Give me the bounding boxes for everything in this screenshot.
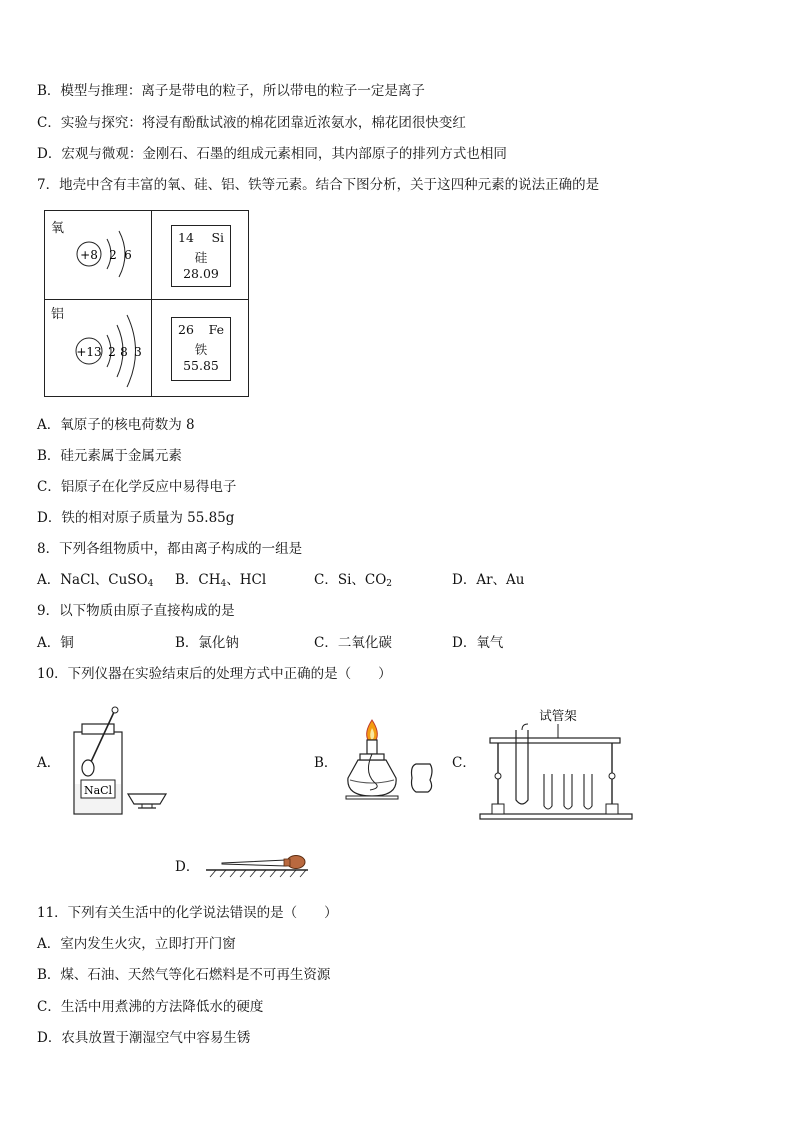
- iron-mass: 55.85: [183, 358, 219, 373]
- iron-number: 26: [178, 322, 194, 337]
- q9-option-c: C．二氧化碳: [314, 635, 392, 651]
- q11-option-c: C．生活中用煮沸的方法降低水的硬度: [37, 999, 264, 1015]
- q9-option-d: D．氧气: [452, 635, 504, 651]
- q8-option-a: A．NaCl、CuSO$_4$: [37, 572, 154, 589]
- aluminum-atom-diagram: [45, 299, 151, 397]
- alcohol-lamp-illustration: [340, 716, 436, 806]
- q11-option-a: A．室内发生火灾，立即打开门窗: [37, 936, 236, 952]
- silicon-number: 14: [178, 230, 194, 245]
- iron-card: [171, 317, 231, 381]
- q9-stem: 9．以下物质由原子直接构成的是: [37, 603, 235, 619]
- q7-option-c: C．铝原子在化学反应中易得电子: [37, 479, 237, 495]
- aluminum-nucleus-charge: +13: [76, 345, 102, 359]
- dropper-on-table-illustration: [204, 850, 312, 878]
- q8-option-b: B．$CH_4$、HCl: [175, 572, 267, 589]
- q9-option-a: A．铜: [37, 635, 74, 651]
- bottle-label: NaCl: [83, 784, 113, 797]
- rack-label: 试管架: [539, 708, 577, 723]
- q7-option-b: B．硅元素属于金属元素: [37, 448, 182, 464]
- aluminum-shell-2-count: 8: [120, 345, 128, 359]
- q6-option-d: D．宏观与微观：金刚石、石墨的组成元素相同，其内部原子的排列方式也相同: [37, 146, 507, 162]
- q9-option-b: B．氯化钠: [175, 635, 239, 651]
- q6-option-c: C．实验与探究：将浸有酚酞试液的棉花团靠近浓氨水，棉花团很快变红: [37, 115, 466, 131]
- q7-stem: 7．地壳中含有丰富的氧、硅、铝、铁等元素。结合下图分析，关于这四种元素的说法正确的是: [37, 177, 600, 193]
- oxygen-shell-2-count: 6: [124, 248, 132, 262]
- q8-option-c: C．Si、$CO_2$: [314, 572, 393, 589]
- q11-stem: 11．下列有关生活中的化学说法错误的是（ ）: [37, 905, 338, 921]
- q7-option-a: A．氧原子的核电荷数为 8: [37, 417, 195, 433]
- iron-symbol: Fe: [208, 322, 224, 337]
- q7-option-d: D．铁的相对原子质量为 55.85g: [37, 510, 235, 526]
- q6-option-b: B．模型与推理：离子是带电的粒子，所以带电的粒子一定是离子: [37, 83, 425, 99]
- oxygen-label: 氧: [51, 221, 65, 236]
- q10-label-c: C．: [452, 755, 476, 771]
- q11-option-b: B．煤、石油、天然气等化石燃料是不可再生资源: [37, 967, 331, 983]
- grid-divider-vertical: [151, 211, 152, 396]
- iron-name: 铁: [194, 342, 208, 357]
- aluminum-shell-3-count: 3: [134, 345, 142, 359]
- silicon-card: [171, 225, 231, 287]
- silicon-mass: 28.09: [183, 266, 219, 281]
- element-figure: [44, 210, 249, 397]
- oxygen-shell-1-count: 2: [109, 248, 117, 262]
- oxygen-atom-diagram: [45, 211, 151, 299]
- test-tube-rack-illustration: [478, 704, 638, 822]
- silicon-symbol: Si: [211, 230, 224, 245]
- silicon-name: 硅: [194, 250, 208, 265]
- aluminum-shell-1-count: 2: [108, 345, 116, 359]
- q10-stem: 10．下列仪器在实验结束后的处理方式中正确的是（ ）: [37, 666, 392, 682]
- q10-label-a: A．: [37, 755, 61, 771]
- q10-label-b: B．: [314, 755, 338, 771]
- q11-option-d: D．农具放置于潮湿空气中容易生锈: [37, 1030, 251, 1046]
- aluminum-label: 铝: [51, 307, 65, 322]
- q10-label-d: D．: [175, 859, 200, 875]
- q8-option-d: D．Ar、Au: [452, 572, 525, 588]
- oxygen-nucleus-charge: +8: [80, 248, 98, 262]
- reagent-bottle-with-spoon-illustration: [68, 706, 172, 818]
- q8-stem: 8．下列各组物质中，都由离子构成的一组是: [37, 541, 303, 557]
